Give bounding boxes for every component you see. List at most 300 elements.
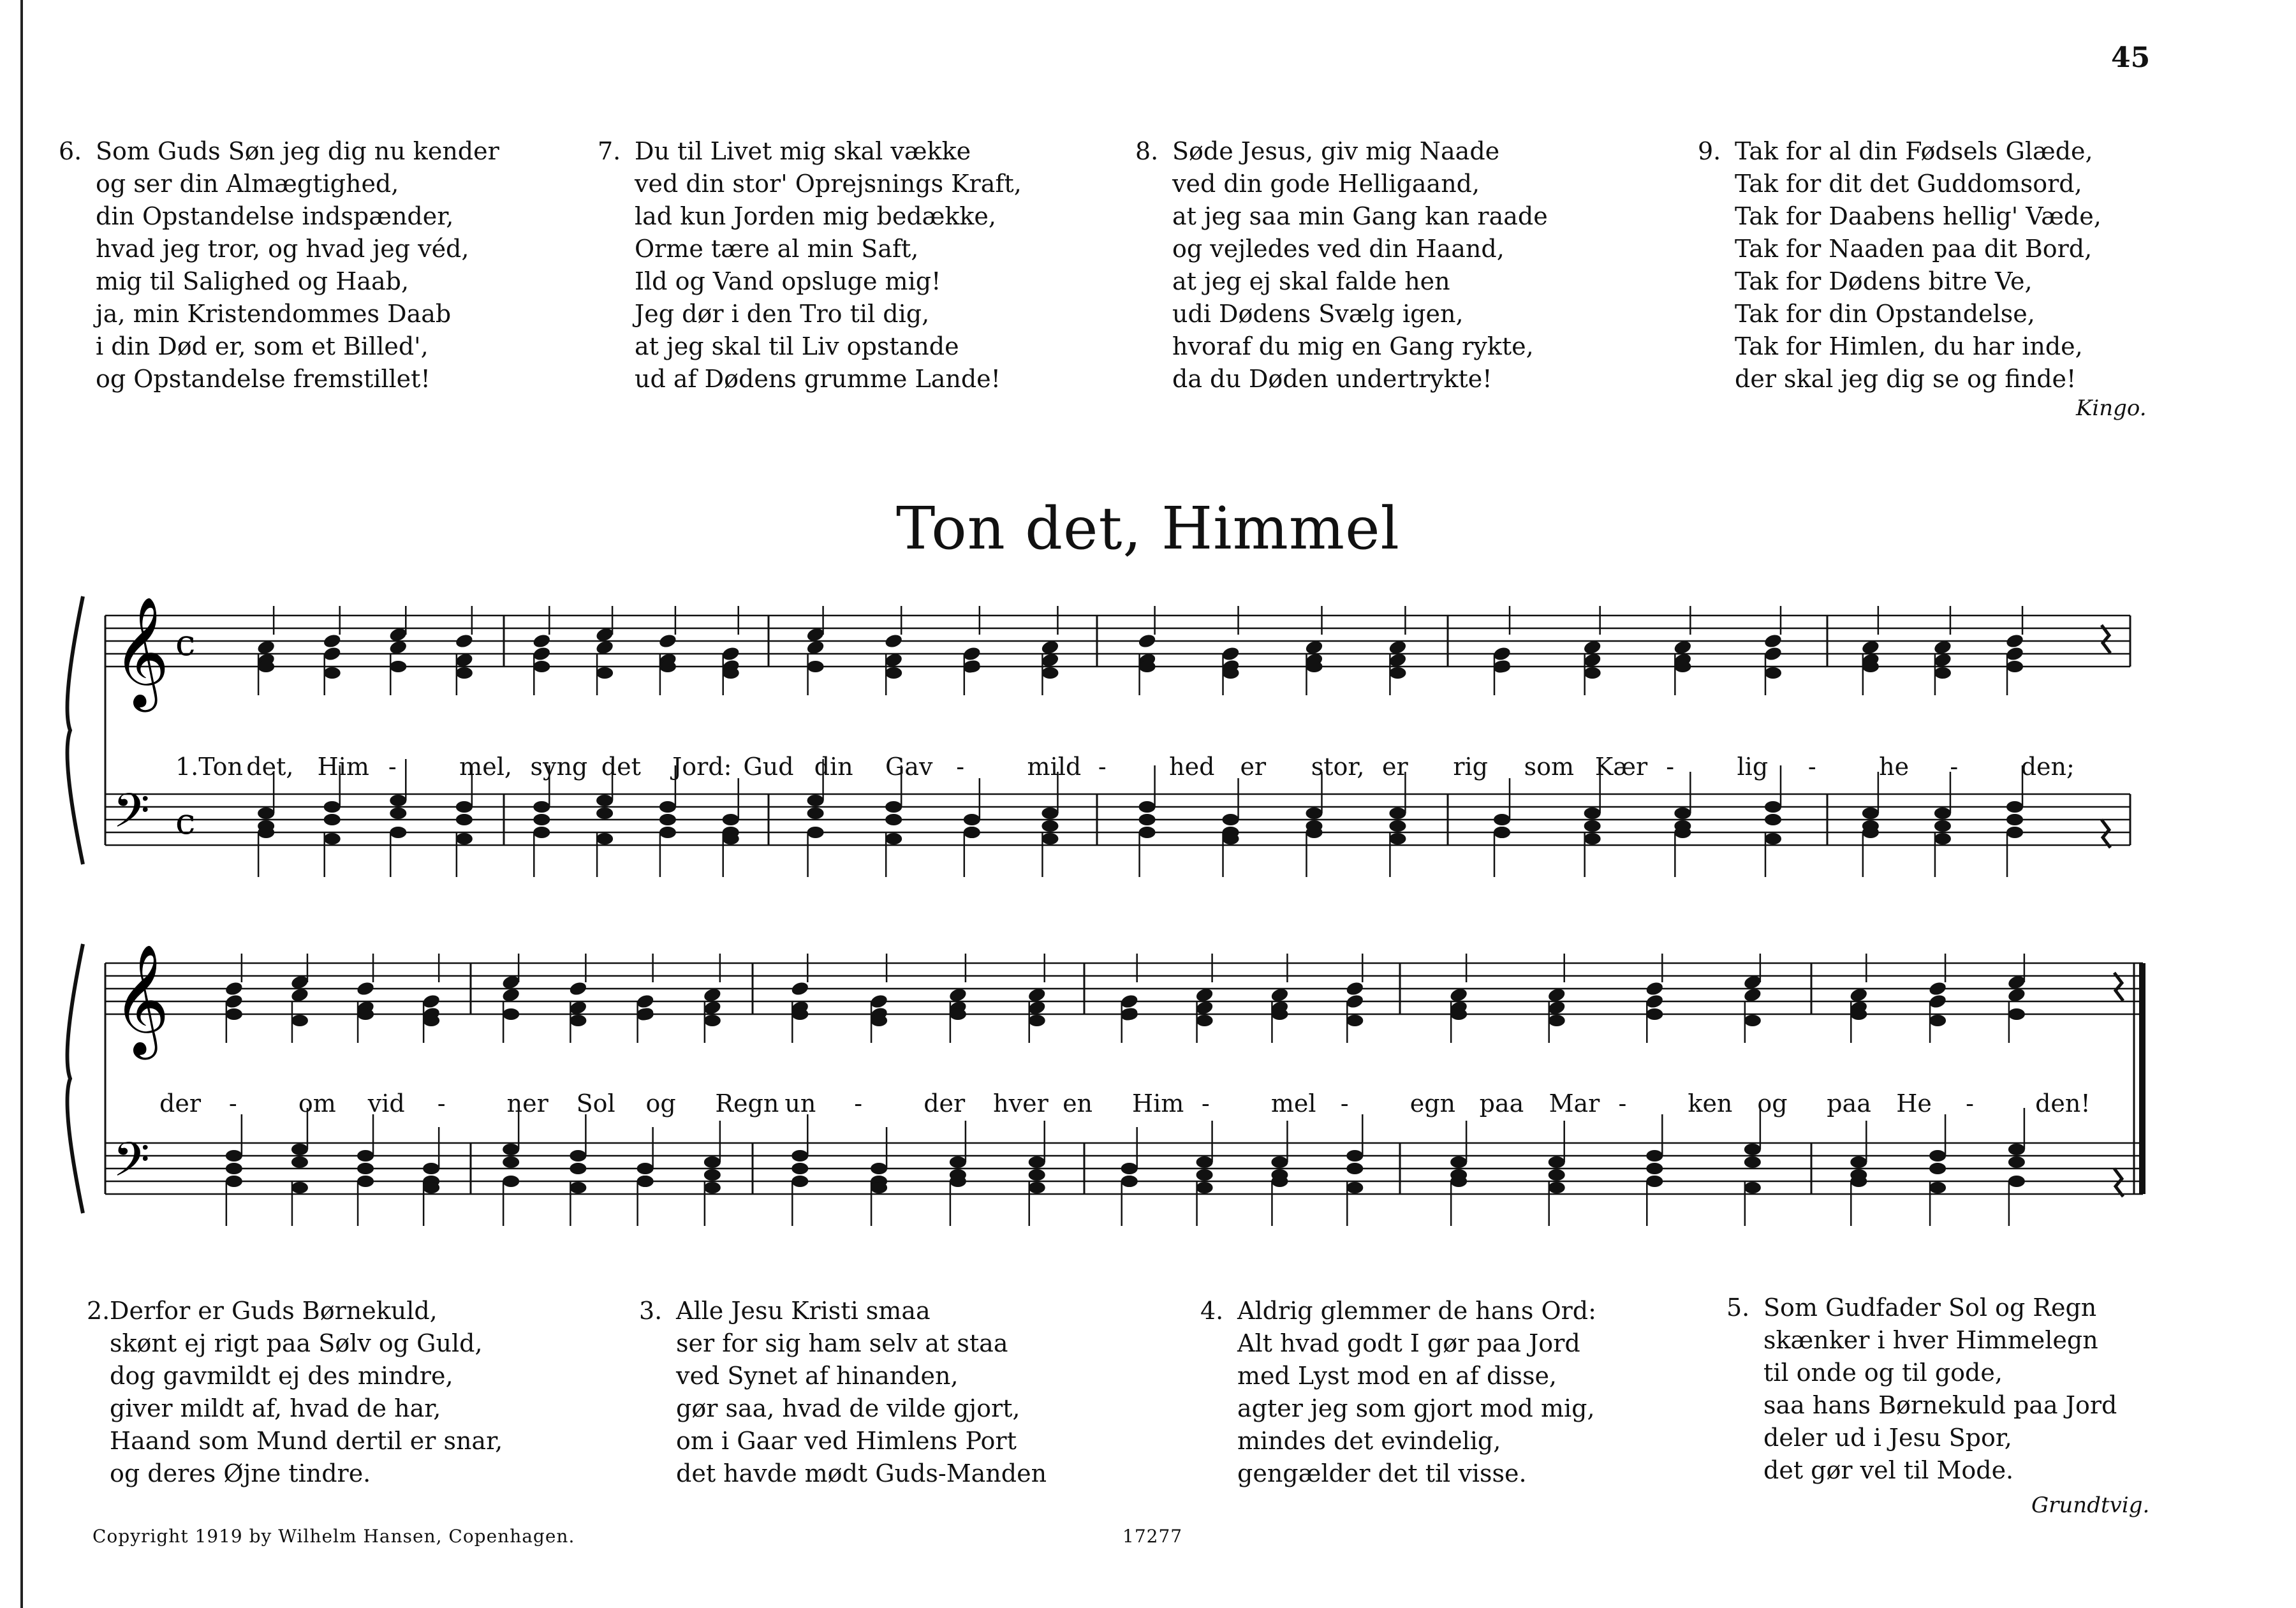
- note-head: [1121, 1163, 1138, 1174]
- lyric-syllable: -: [1098, 753, 1107, 781]
- verse-line: ud af Dødens grumme Lande!: [635, 365, 1001, 393]
- verse-number: 4.: [1200, 1297, 1224, 1325]
- note-head: [503, 1008, 519, 1020]
- note-head: [885, 667, 902, 679]
- lyric-syllable: paa: [1479, 1089, 1524, 1117]
- note-head: [1029, 1182, 1045, 1193]
- bass-clef-icon: 𝄢: [113, 783, 150, 850]
- note-head: [964, 814, 980, 825]
- note-head: [423, 1163, 439, 1174]
- note-head: [2006, 801, 2023, 813]
- verse-line: til onde og til gode,: [1763, 1359, 2003, 1387]
- treble-clef-icon: 𝄞: [113, 596, 170, 707]
- verse-line: agter jeg som gjort mod mig,: [1237, 1394, 1595, 1422]
- note-head: [1139, 827, 1156, 838]
- note-head: [2008, 1176, 2025, 1187]
- lyric-syllable: hver: [993, 1089, 1049, 1117]
- note-head: [1389, 808, 1406, 819]
- note-head: [1121, 1008, 1138, 1020]
- note-head: [322, 633, 342, 649]
- note-head: [1584, 833, 1601, 845]
- note-head: [1041, 667, 1058, 679]
- note-head: [1646, 1176, 1663, 1187]
- note-head: [1196, 1015, 1213, 1026]
- note-head: [1492, 645, 1512, 662]
- note-head: [570, 1015, 586, 1026]
- lyric-syllable: he: [1879, 753, 1910, 781]
- verse-line: Alt hvad godt I gør paa Jord: [1237, 1329, 1580, 1357]
- lyric-syllable: Jord:: [672, 753, 732, 781]
- lyric-syllable: -: [1966, 1089, 1974, 1117]
- note-head: [1041, 808, 1058, 819]
- note-head: [1850, 1008, 1867, 1020]
- verse-number: 6.: [59, 137, 82, 165]
- verse-line: og ser din Almægtighed,: [96, 170, 399, 198]
- note-head: [596, 795, 613, 806]
- note-head: [324, 667, 341, 679]
- verse-number: 2.: [87, 1297, 110, 1325]
- note-head: [704, 1015, 721, 1026]
- note-head: [1645, 980, 1665, 997]
- note-head: [1744, 1156, 1761, 1168]
- note-head: [871, 1015, 887, 1026]
- note-head: [1929, 1150, 1946, 1162]
- verse-line: Alle Jesu Kristi smaa: [676, 1297, 931, 1325]
- quarter-rest-icon: [2114, 973, 2123, 1001]
- note-head: [2006, 661, 2023, 672]
- verse-line: der skal jeg dig se og finde!: [1735, 365, 2077, 393]
- verse-line: Tak for Dødens bitre Ve,: [1735, 267, 2033, 295]
- lyric-syllable: din: [814, 753, 853, 781]
- note-head: [1763, 645, 1783, 662]
- note-head: [1744, 1182, 1761, 1193]
- verse-line: ved din gode Helligaand,: [1172, 170, 1480, 198]
- verse-number: 3.: [639, 1297, 663, 1325]
- lyric-syllable: -: [1340, 1089, 1349, 1117]
- note-head: [721, 645, 740, 662]
- note-head: [1862, 661, 1879, 672]
- verse-line: Som Guds Søn jeg dig nu kender: [96, 137, 499, 165]
- note-head: [568, 980, 588, 997]
- note-head: [1744, 1015, 1761, 1026]
- note-head: [1646, 1163, 1663, 1174]
- note-head: [723, 667, 739, 679]
- note-head: [950, 1156, 966, 1168]
- note-head: [1221, 645, 1240, 662]
- note-head: [1139, 814, 1156, 825]
- note-head: [1928, 980, 1948, 997]
- lyric-syllable: Gud: [743, 753, 794, 781]
- note-head: [635, 993, 655, 1010]
- verse-line: skønt ej rigt paa Sølv og Guld,: [110, 1329, 483, 1357]
- lyric-syllable: -: [1618, 1089, 1627, 1117]
- note-head: [704, 1182, 721, 1193]
- quarter-rest-icon: [2101, 820, 2110, 848]
- note-head: [291, 1144, 308, 1155]
- lyric-syllable: mel: [1270, 1089, 1316, 1117]
- verse-line: Haand som Mund dertil er snar,: [110, 1427, 503, 1455]
- note-head: [226, 1163, 242, 1174]
- note-head: [226, 1176, 242, 1187]
- note-head: [1862, 827, 1879, 838]
- verse-2: [87, 1295, 503, 1490]
- note-head: [1306, 661, 1322, 672]
- verse-line: Tak for dit det Guddomsord,: [1735, 170, 2082, 198]
- note-head: [723, 814, 739, 825]
- verse-line: udi Dødens Svælg igen,: [1172, 300, 1464, 328]
- note-head: [704, 1156, 721, 1168]
- note-head: [1765, 814, 1781, 825]
- note-head: [1549, 1015, 1565, 1026]
- verse-line: Søde Jesus, giv mig Naade: [1172, 137, 1500, 165]
- verse-line: hvad jeg tror, og hvad jeg véd,: [96, 235, 469, 263]
- note-head: [704, 1169, 721, 1181]
- note-head: [1674, 661, 1691, 672]
- lyric-syllable: -: [437, 1089, 446, 1117]
- note-head: [1029, 1015, 1045, 1026]
- verse-line: med Lyst mod en af disse,: [1237, 1362, 1557, 1390]
- note-head: [871, 1163, 887, 1174]
- note-head: [2008, 1144, 2025, 1155]
- note-head: [356, 980, 376, 997]
- verse-line: Derfor er Guds Børnekuld,: [110, 1297, 438, 1325]
- note-head: [456, 667, 473, 679]
- verse-line: gør saa, hvad de vilde gjort,: [676, 1394, 1020, 1422]
- note-head: [1850, 1176, 1867, 1187]
- copyright-notice: Copyright 1919 by Wilhelm Hansen, Copenhagen.: [92, 1526, 575, 1547]
- note-head: [357, 1008, 374, 1020]
- note-head: [324, 833, 341, 845]
- note-head: [1584, 820, 1601, 832]
- note-head: [503, 1176, 519, 1187]
- note-head: [226, 1150, 242, 1162]
- note-head: [1271, 1008, 1288, 1020]
- lyric-syllable: er: [1382, 753, 1408, 781]
- note-head: [1934, 667, 1951, 679]
- verse-line: mindes det evindelig,: [1237, 1427, 1501, 1455]
- note-head: [964, 827, 980, 838]
- note-head: [659, 814, 676, 825]
- note-head: [1450, 1008, 1467, 1020]
- note-head: [885, 801, 902, 813]
- note-head: [1765, 833, 1781, 845]
- note-head: [659, 801, 676, 813]
- note-head: [322, 645, 342, 662]
- note-head: [1041, 820, 1058, 832]
- note-head: [390, 827, 406, 838]
- note-head: [570, 1182, 586, 1193]
- lyric-syllable: der: [924, 1089, 966, 1117]
- note-head: [1549, 1182, 1565, 1193]
- note-head: [1584, 808, 1601, 819]
- verse-line: giver mildt af, hvad de har,: [110, 1394, 441, 1422]
- note-head: [1119, 993, 1139, 1010]
- note-head: [659, 827, 676, 838]
- bass-clef-icon: 𝄢: [113, 1132, 150, 1199]
- note-head: [807, 808, 824, 819]
- note-head: [324, 801, 341, 813]
- note-head: [1674, 827, 1691, 838]
- note-head: [1389, 833, 1406, 845]
- note-head: [596, 808, 613, 819]
- lyric-syllable: og: [1757, 1089, 1788, 1117]
- note-head: [422, 993, 441, 1010]
- note-head: [570, 1150, 586, 1162]
- note-head: [1121, 1176, 1138, 1187]
- note-head: [1494, 827, 1510, 838]
- note-head: [807, 795, 824, 806]
- note-head: [1584, 667, 1601, 679]
- lyric-syllable: -: [956, 753, 965, 781]
- note-head: [533, 814, 550, 825]
- verse-line: og vejledes ved din Haand,: [1172, 235, 1505, 263]
- lyric-syllable: -: [228, 1089, 237, 1117]
- lyric-syllable: Him: [1132, 1089, 1184, 1117]
- note-head: [596, 667, 613, 679]
- note-head: [1646, 1008, 1663, 1020]
- note-head: [1389, 820, 1406, 832]
- note-head: [1549, 1169, 1565, 1181]
- note-head: [871, 1182, 887, 1193]
- note-head: [964, 661, 980, 672]
- note-head: [637, 1176, 654, 1187]
- note-head: [1196, 1169, 1213, 1181]
- note-head: [455, 633, 475, 649]
- note-head: [791, 1150, 808, 1162]
- verse-line: skænker i hver Himmelegn: [1763, 1326, 2098, 1354]
- system-brace: [68, 596, 84, 864]
- hymn-title: Ton det, Himmel: [896, 494, 1400, 563]
- note-head: [1345, 980, 1365, 997]
- lyric-syllable: den!: [2035, 1089, 2091, 1117]
- note-head: [570, 1163, 586, 1174]
- verse-line: Tak for Naaden paa dit Bord,: [1735, 235, 2093, 263]
- note-head: [1271, 1156, 1288, 1168]
- note-head: [503, 1144, 519, 1155]
- note-head: [659, 661, 676, 672]
- lyric-syllable: det: [601, 753, 641, 781]
- verse-line: Tak for din Opstandelse,: [1735, 300, 2035, 328]
- verse-line: om i Gaar ved Himlens Port: [676, 1427, 1017, 1455]
- verse-line: og Opstandelse fremstillet!: [96, 365, 430, 393]
- lyric-syllable: rig: [1453, 753, 1488, 781]
- lyric-syllable: hed: [1169, 753, 1215, 781]
- lyric-syllable: -: [1201, 1089, 1210, 1117]
- note-head: [533, 661, 550, 672]
- note-head: [807, 661, 824, 672]
- verse-line: deler ud i Jesu Spor,: [1763, 1424, 2012, 1452]
- lyric-syllable: Him: [317, 753, 369, 781]
- time-signature: c: [175, 623, 196, 664]
- note-head: [291, 1156, 308, 1168]
- lyric-syllable: lig: [1737, 753, 1769, 781]
- lyric-syllable: der: [159, 1089, 201, 1117]
- note-head: [1346, 1163, 1363, 1174]
- verse-4: [1200, 1295, 1596, 1490]
- note-head: [1346, 1150, 1363, 1162]
- treble-clef-icon: 𝄞: [113, 944, 170, 1055]
- note-head: [456, 801, 473, 813]
- note-head: [1862, 808, 1879, 819]
- verse-line: Tak for Himlen, du har inde,: [1735, 332, 2083, 360]
- note-head: [1196, 1156, 1213, 1168]
- note-head: [1271, 1176, 1288, 1187]
- verse-line: at jeg ej skal falde hen: [1172, 267, 1450, 295]
- note-head: [456, 833, 473, 845]
- note-head: [962, 645, 982, 662]
- verse-line: Tak for Daabens hellig' Væde,: [1735, 202, 2101, 230]
- note-head: [1345, 993, 1365, 1010]
- verse-line: Som Gudfader Sol og Regn: [1763, 1294, 2097, 1322]
- lyric-syllable: om: [298, 1089, 336, 1117]
- verse-line: din Opstandelse indspænder,: [96, 202, 454, 230]
- lyric-syllable: det,: [246, 753, 294, 781]
- note-head: [533, 801, 550, 813]
- verse-line: Ild og Vand opsluge mig!: [635, 267, 941, 295]
- note-head: [357, 1176, 374, 1187]
- note-head: [1744, 1144, 1761, 1155]
- note-head: [2006, 814, 2023, 825]
- lyric-syllable: som: [1524, 753, 1575, 781]
- author-kingo: Kingo.: [2076, 395, 2147, 421]
- final-bar-thick: [2139, 963, 2145, 1194]
- verse-number: 8.: [1135, 137, 1159, 165]
- note-head: [226, 1008, 242, 1020]
- verse-line: ved Synet af hinanden,: [676, 1362, 959, 1390]
- verse-line: dog gavmildt ej des mindre,: [110, 1362, 453, 1390]
- note-head: [390, 795, 406, 806]
- note-head: [291, 1015, 308, 1026]
- note-head: [1139, 801, 1156, 813]
- lyric-syllable: -: [388, 753, 397, 781]
- note-head: [1450, 1176, 1467, 1187]
- verse-line: i din Død er, som et Billed',: [96, 332, 429, 360]
- verse-line: saa hans Børnekuld paa Jord: [1763, 1391, 2117, 1419]
- lyric-syllable: er: [1240, 753, 1267, 781]
- note-head: [390, 808, 406, 819]
- verse-number: 7.: [598, 137, 621, 165]
- lyric-syllable: -: [1950, 753, 1959, 781]
- lyric-syllable: mel,: [459, 753, 512, 781]
- note-head: [790, 980, 810, 997]
- lyric-syllable: -: [1666, 753, 1675, 781]
- verse-line: det havde mødt Guds-Manden: [676, 1459, 1047, 1487]
- note-head: [2005, 645, 2025, 662]
- note-head: [1346, 1182, 1363, 1193]
- note-head: [884, 633, 904, 649]
- verse-line: Orme tære al min Saft,: [635, 235, 919, 263]
- note-head: [258, 827, 274, 838]
- note-head: [2006, 827, 2023, 838]
- lyric-syllable: Mar: [1549, 1089, 1600, 1117]
- note-head: [1389, 667, 1406, 679]
- note-head: [390, 661, 406, 672]
- verse-line: da du Døden undertrykte!: [1172, 365, 1492, 393]
- lyric-syllable: Kær: [1594, 753, 1648, 781]
- note-head: [1934, 808, 1951, 819]
- note-head: [1929, 1182, 1946, 1193]
- note-head: [1850, 1156, 1867, 1168]
- note-head: [423, 1015, 439, 1026]
- note-head: [357, 1150, 374, 1162]
- note-head: [1929, 1163, 1946, 1174]
- note-head: [869, 993, 889, 1010]
- verse-number: 9.: [1698, 137, 1721, 165]
- note-head: [1223, 814, 1239, 825]
- plate-number: 17277: [1122, 1526, 1183, 1547]
- note-head: [885, 833, 902, 845]
- lyric-syllable: Sol: [576, 1089, 615, 1117]
- note-head: [1645, 993, 1665, 1010]
- note-head: [1346, 1015, 1363, 1026]
- note-head: [532, 645, 552, 662]
- note-head: [1494, 814, 1510, 825]
- verse-number: 5.: [1726, 1294, 1750, 1322]
- verse-line: lad kun Jorden mig bedække,: [635, 202, 996, 230]
- note-head: [1763, 633, 1783, 649]
- note-head: [791, 1008, 808, 1020]
- note-head: [258, 661, 274, 672]
- verse-line: det gør vel til Mode.: [1763, 1456, 2014, 1484]
- verse-line: gengælder det til visse.: [1237, 1459, 1527, 1487]
- note-head: [1029, 1169, 1045, 1181]
- note-head: [1765, 667, 1781, 679]
- note-head: [1934, 833, 1951, 845]
- note-head: [533, 827, 550, 838]
- author-grundtvig: Grundtvig.: [2031, 1493, 2150, 1518]
- verse-line: og deres Øjne tindre.: [110, 1459, 371, 1487]
- note-head: [950, 1176, 966, 1187]
- note-head: [224, 993, 244, 1010]
- lyric-syllable: ken: [1688, 1089, 1733, 1117]
- note-head: [1041, 833, 1058, 845]
- lyric-syllable: He: [1896, 1089, 1932, 1117]
- note-head: [532, 633, 552, 649]
- verse-line: Jeg dør i den Tro til dig,: [635, 300, 930, 328]
- note-head: [357, 1163, 374, 1174]
- verse-line: at jeg saa min Gang kan raade: [1172, 202, 1548, 230]
- note-head: [791, 1176, 808, 1187]
- verse-5: [1726, 1292, 2117, 1487]
- note-head: [791, 1163, 808, 1174]
- note-head: [1934, 820, 1951, 832]
- note-head: [291, 1182, 308, 1193]
- note-head: [1139, 661, 1156, 672]
- lyric-syllable: og: [645, 1089, 676, 1117]
- note-head: [258, 808, 274, 819]
- note-head: [456, 814, 473, 825]
- page-number: 45: [2111, 41, 2151, 74]
- quarter-rest-icon: [2114, 1169, 2123, 1197]
- verse-line: hvoraf du mig en Gang rykte,: [1172, 332, 1534, 360]
- note-head: [503, 1156, 519, 1168]
- note-head: [1929, 1015, 1946, 1026]
- lyric-syllable: Gav: [885, 753, 933, 781]
- note-head: [1765, 801, 1781, 813]
- lyric-syllable: en: [1063, 1089, 1093, 1117]
- note-head: [950, 1008, 966, 1020]
- note-head: [2008, 1156, 2025, 1168]
- verse-line: ser for sig ham selv at staa: [676, 1329, 1008, 1357]
- verse-line: ja, min Kristendommes Daab: [96, 300, 452, 328]
- time-signature: c: [175, 801, 196, 843]
- lyric-syllable: Regn: [715, 1089, 779, 1117]
- note-head: [1549, 1156, 1565, 1168]
- lyric-syllable: paa: [1827, 1089, 1871, 1117]
- note-head: [1306, 827, 1322, 838]
- note-head: [1450, 1156, 1467, 1168]
- note-head: [1029, 1156, 1045, 1168]
